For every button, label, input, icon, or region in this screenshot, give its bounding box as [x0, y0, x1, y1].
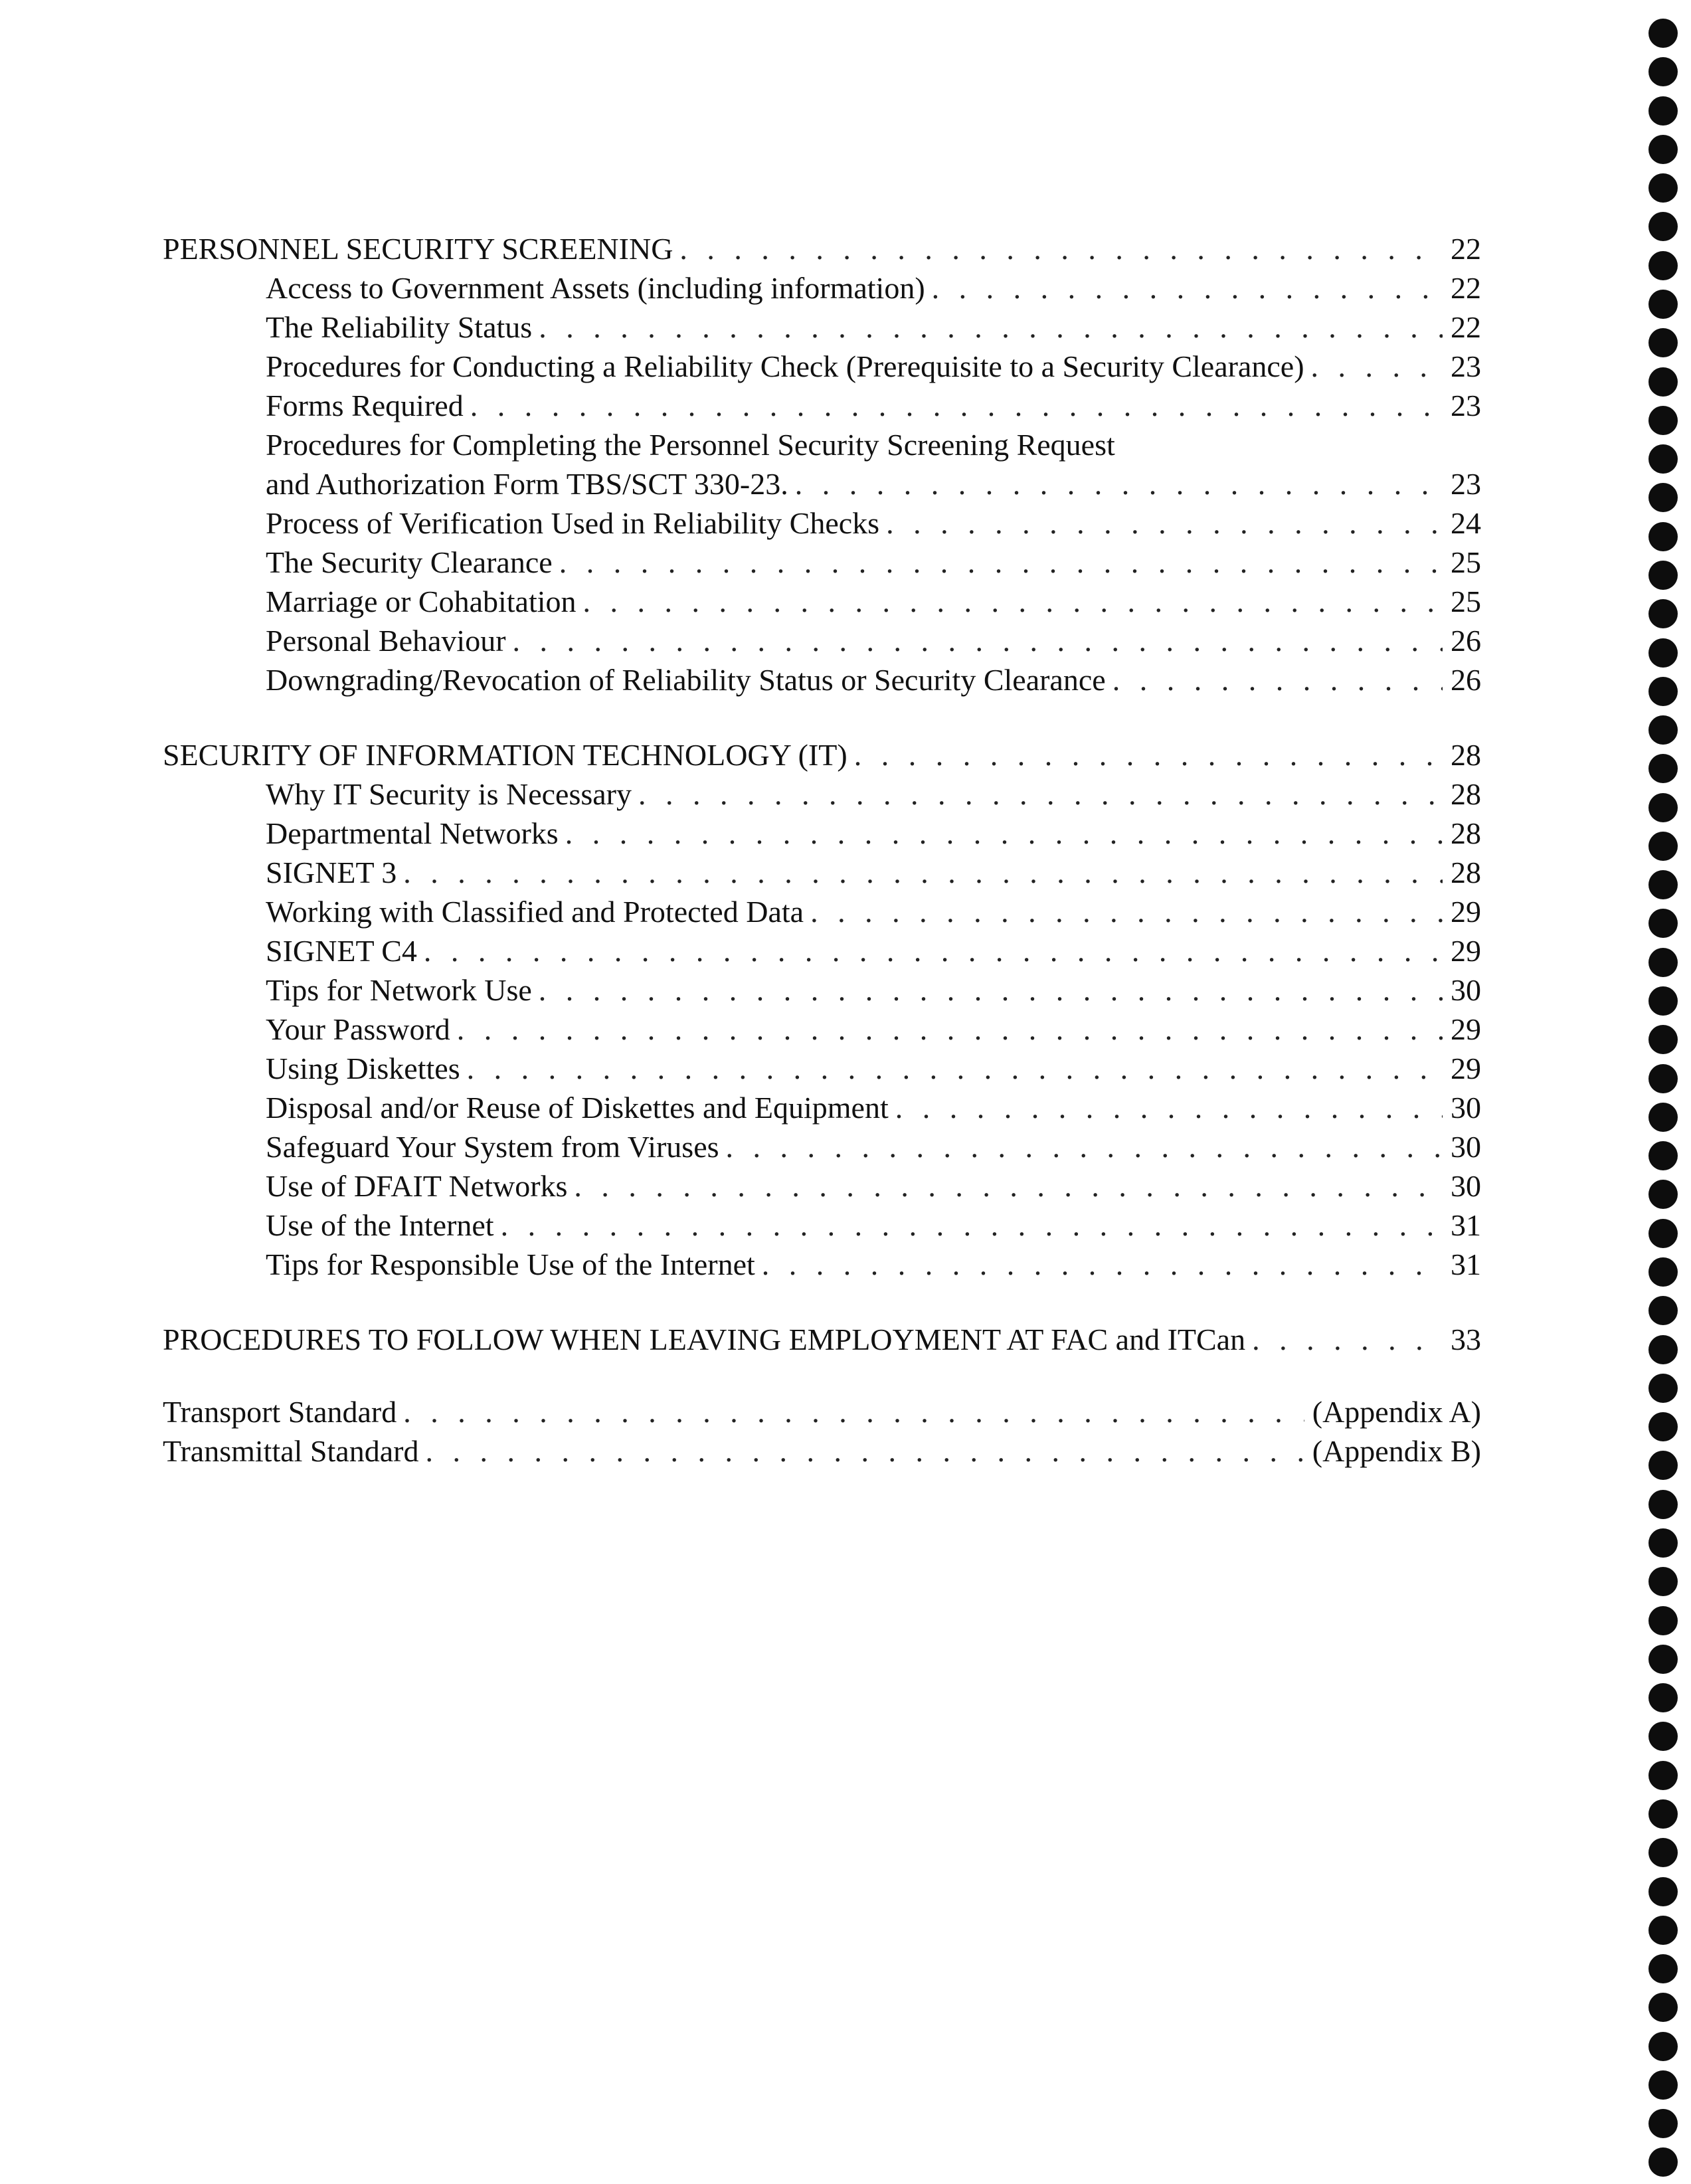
binding-hole [1648, 1257, 1678, 1287]
dot-leader [810, 892, 1443, 931]
binding-hole [1648, 1374, 1678, 1403]
binding-hole [1648, 1451, 1678, 1480]
dot-leader [1112, 660, 1443, 699]
dot-leader [932, 268, 1443, 308]
dot-leader [425, 1431, 1304, 1471]
toc-entry-label: Tips for Network Use [266, 973, 532, 1007]
dot-leader [539, 970, 1443, 1010]
toc-page-number: 28 [1451, 816, 1481, 850]
toc-entry[interactable] [163, 582, 1481, 621]
toc-entry[interactable] [163, 386, 1481, 425]
toc-page-number: 30 [1451, 1169, 1481, 1203]
toc-page-number: 29 [1451, 895, 1481, 929]
toc-page-number: 29 [1451, 934, 1481, 968]
section-spacer [163, 1359, 1481, 1392]
binding-hole [1648, 135, 1678, 164]
binding-hole [1648, 1954, 1678, 1983]
dot-leader [795, 464, 1443, 503]
dot-leader [679, 229, 1443, 268]
toc-heading-label: PERSONNEL SECURITY SCREENING [163, 232, 673, 266]
toc-entry-label-line1[interactable]: Procedures for Completing the Personnel Security Screening Request [266, 428, 1115, 462]
binding-hole [1648, 57, 1678, 86]
toc-entry[interactable] [163, 853, 1481, 892]
toc-page-number: 23 [1451, 389, 1481, 422]
dot-leader [895, 1088, 1443, 1127]
toc-entry-label: Forms Required [266, 389, 464, 422]
toc-page-number: 29 [1451, 1012, 1481, 1046]
toc-entry-label: and Authorization Form TBS/SCT 330-23. [266, 467, 788, 501]
toc-entry[interactable] [163, 621, 1481, 660]
toc-entry-label: Procedures for Conducting a Reliability Check (Prerequisite to a Security Clearance) [266, 349, 1304, 383]
binding-hole [1648, 1412, 1678, 1441]
toc-appendix-ref: (Appendix B) [1312, 1434, 1481, 1468]
binding-hole [1648, 2147, 1678, 2177]
binding-hole [1648, 599, 1678, 628]
dot-leader [1252, 1320, 1443, 1359]
binding-hole [1648, 212, 1678, 241]
toc-entry[interactable] [163, 268, 1481, 308]
dot-leader [457, 1010, 1443, 1049]
toc-entry-label: The Security Clearance [266, 545, 553, 579]
binding-hole [1648, 1838, 1678, 1867]
toc-entry-label: Marriage or Cohabitation [266, 585, 577, 618]
toc-entry[interactable] [163, 931, 1481, 970]
toc-page-number: 26 [1451, 624, 1481, 658]
toc-entry[interactable] [163, 503, 1481, 543]
toc-page-number: 30 [1451, 973, 1481, 1007]
toc-page-number: 28 [1451, 738, 1481, 772]
toc-entry-label: Personal Behaviour [266, 624, 506, 658]
dot-leader [403, 853, 1443, 892]
binding-hole [1648, 1103, 1678, 1132]
dot-leader [726, 1127, 1443, 1166]
dot-leader [424, 931, 1443, 970]
binding-hole [1648, 1916, 1678, 1945]
toc-page-number: 22 [1451, 271, 1481, 305]
toc-heading-personnel-security[interactable] [163, 229, 1481, 268]
toc-entry[interactable] [163, 1049, 1481, 1088]
toc-entry-label: Using Diskettes [266, 1051, 460, 1085]
toc-heading-label: PROCEDURES TO FOLLOW WHEN LEAVING EMPLOYMENT AT FAC and ITCan [163, 1322, 1246, 1356]
toc-entry[interactable] [163, 543, 1481, 582]
binding-hole [1648, 483, 1678, 512]
toc-page-number: 22 [1451, 232, 1481, 266]
toc-appendix-entry[interactable] [163, 1392, 1481, 1431]
binding-hole [1648, 638, 1678, 668]
toc-page-number: 28 [1451, 856, 1481, 889]
toc-page-number: 28 [1451, 777, 1481, 811]
binding-hole [1648, 754, 1678, 783]
toc-heading-it-security[interactable] [163, 735, 1481, 774]
binding-hole [1648, 2032, 1678, 2061]
toc-entry-label: Use of DFAIT Networks [266, 1169, 568, 1203]
binding-hole [1648, 1799, 1678, 1829]
toc-entry[interactable] [163, 347, 1481, 386]
dot-leader [762, 1245, 1443, 1284]
binding-hole [1648, 328, 1678, 357]
dot-leader [539, 308, 1443, 347]
toc-appendix-entry[interactable] [163, 1431, 1481, 1471]
binding-hole [1648, 1296, 1678, 1325]
toc-entry-label: The Reliability Status [266, 310, 533, 344]
toc-entry-label: SIGNET C4 [266, 934, 417, 968]
binding-hole [1648, 1141, 1678, 1170]
toc-entry-label: Use of the Internet [266, 1208, 494, 1242]
binding-hole [1648, 677, 1678, 706]
toc-page-number: 22 [1451, 310, 1481, 344]
toc-entry-label: Tips for Responsible Use of the Internet [266, 1247, 755, 1281]
toc-entry-label: Departmental Networks [266, 816, 559, 850]
toc-page-number: 26 [1451, 663, 1481, 697]
binding-hole [1648, 1025, 1678, 1054]
toc-entry-label: Why IT Security is Necessary [266, 777, 632, 811]
dot-leader [403, 1392, 1304, 1431]
binding-hole [1648, 1722, 1678, 1751]
dot-leader [638, 774, 1443, 814]
toc-entry[interactable] [163, 814, 1481, 853]
binding-hole [1648, 1335, 1678, 1364]
dot-leader [501, 1206, 1443, 1245]
toc-heading-label: SECURITY OF INFORMATION TECHNOLOGY (IT) [163, 738, 847, 772]
toc-entry-label: Working with Classified and Protected Data [266, 895, 804, 929]
toc-entry-label: Safeguard Your System from Viruses [266, 1130, 719, 1164]
binding-hole [1648, 1645, 1678, 1674]
binding-hole [1648, 2070, 1678, 2100]
dot-leader [559, 543, 1443, 582]
dot-leader [470, 386, 1443, 425]
binding-hole [1648, 96, 1678, 126]
toc-entry[interactable] [163, 464, 1481, 503]
binding-hole [1648, 406, 1678, 435]
toc-page-number: 31 [1451, 1208, 1481, 1242]
binding-hole [1648, 986, 1678, 1016]
binding-hole [1648, 173, 1678, 203]
toc-entry-label: Access to Government Assets (including information) [266, 271, 925, 305]
binding-hole [1648, 19, 1678, 48]
dot-leader [574, 1166, 1443, 1206]
dot-leader [467, 1049, 1443, 1088]
toc-page-number: 33 [1451, 1322, 1481, 1356]
toc-page-number: 30 [1451, 1091, 1481, 1125]
table-of-contents [163, 229, 1481, 1471]
section-spacer [163, 699, 1481, 735]
toc-entry-label: Downgrading/Revocation of Reliability Status or Security Clearance [266, 663, 1106, 697]
toc-entry[interactable] [163, 774, 1481, 814]
dot-leader [1311, 347, 1443, 386]
toc-page-number: 25 [1451, 545, 1481, 579]
binding-hole [1648, 1683, 1678, 1712]
binding-hole [1648, 1064, 1678, 1093]
toc-page-number: 31 [1451, 1247, 1481, 1281]
binding-hole [1648, 251, 1678, 280]
toc-entry[interactable] [163, 308, 1481, 347]
toc-entry[interactable] [163, 1088, 1481, 1127]
binding-hole [1648, 1567, 1678, 1596]
toc-page-number: 30 [1451, 1130, 1481, 1164]
binding-hole [1648, 2109, 1678, 2138]
binding-hole [1648, 909, 1678, 938]
dot-leader [565, 814, 1443, 853]
toc-entry[interactable] [163, 1245, 1481, 1284]
binding-hole [1648, 870, 1678, 899]
binding-hole [1648, 1877, 1678, 1906]
binding-hole [1648, 948, 1678, 977]
binding-hole [1648, 793, 1678, 822]
binding-hole [1648, 522, 1678, 551]
toc-entry[interactable] [163, 660, 1481, 699]
toc-entry-label: Disposal and/or Reuse of Diskettes and Equipment [266, 1091, 889, 1125]
toc-entry-label: Process of Verification Used in Reliability Checks [266, 506, 880, 540]
toc-page-number: 23 [1451, 349, 1481, 383]
toc-page-number: 24 [1451, 506, 1481, 540]
binding-hole [1648, 832, 1678, 861]
toc-entry-label: SIGNET 3 [266, 856, 397, 889]
dot-leader [886, 503, 1443, 543]
toc-entry[interactable] [163, 1166, 1481, 1206]
toc-page-number: 23 [1451, 467, 1481, 501]
binding-hole [1648, 1180, 1678, 1209]
spiral-binding-holes [1645, 19, 1682, 2177]
binding-hole [1648, 561, 1678, 590]
toc-entry[interactable] [163, 892, 1481, 931]
toc-appendix-ref: (Appendix A) [1312, 1395, 1481, 1429]
dot-leader [583, 582, 1443, 621]
toc-entry-label: Your Password [266, 1012, 450, 1046]
binding-hole [1648, 444, 1678, 474]
binding-hole [1648, 1606, 1678, 1635]
toc-entry[interactable] [163, 970, 1481, 1010]
toc-page-number: 29 [1451, 1051, 1481, 1085]
toc-entry[interactable] [163, 1010, 1481, 1049]
toc-entry[interactable] [163, 1127, 1481, 1166]
binding-hole [1648, 1490, 1678, 1519]
toc-appendix-label: Transport Standard [163, 1395, 397, 1429]
toc-heading-leaving-employment[interactable] [163, 1320, 1481, 1359]
binding-hole [1648, 1219, 1678, 1248]
section-spacer [163, 1284, 1481, 1320]
toc-entry[interactable] [163, 1206, 1481, 1245]
binding-hole [1648, 1528, 1678, 1558]
dot-leader [513, 621, 1443, 660]
toc-page-number: 25 [1451, 585, 1481, 618]
binding-hole [1648, 1993, 1678, 2022]
binding-hole [1648, 367, 1678, 397]
toc-appendix-label: Transmittal Standard [163, 1434, 419, 1468]
binding-hole [1648, 715, 1678, 745]
dot-leader [854, 735, 1443, 774]
binding-hole [1648, 290, 1678, 319]
binding-hole [1648, 1761, 1678, 1790]
